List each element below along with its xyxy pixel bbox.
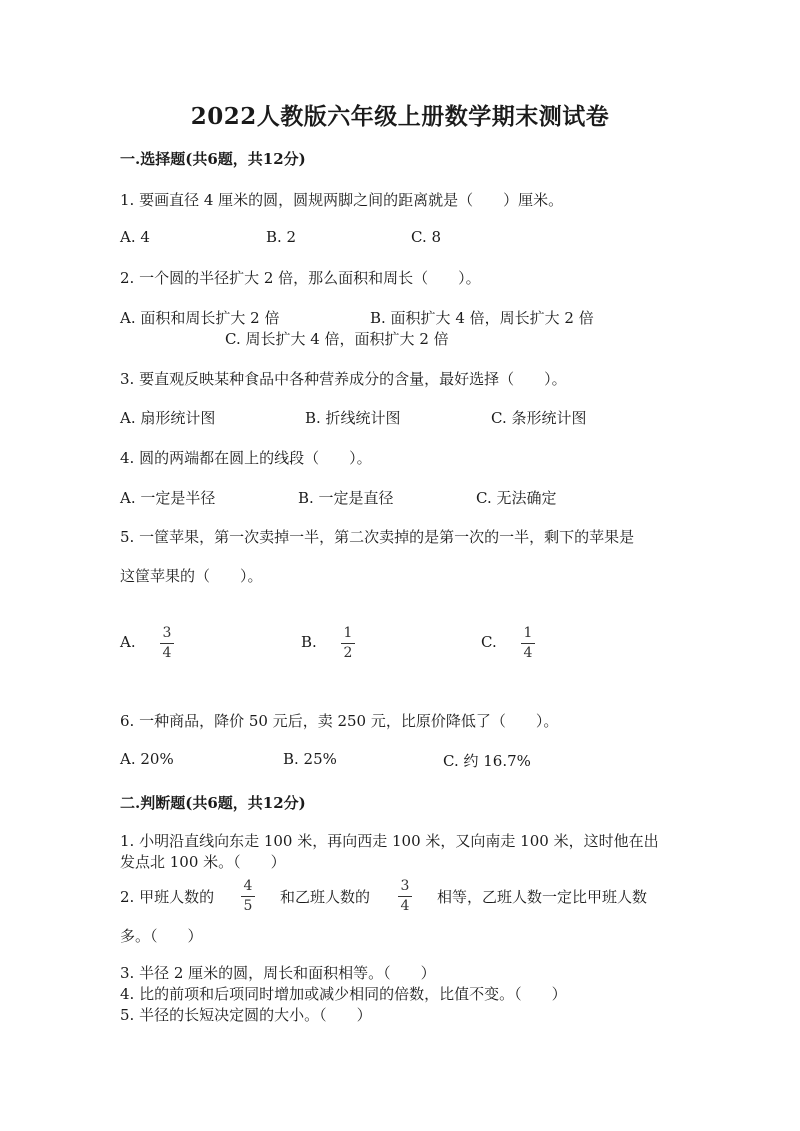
question-1-text: 1. 要画直径 4 厘米的圆，圆规两脚之间的距离就是（ ）厘米。 — [120, 191, 564, 209]
judgement-2-middle: 和乙班人数的 — [280, 888, 371, 906]
question-3-text: 3. 要直观反映某种食品中各种营养成分的含量，最好选择（ ）。 — [120, 370, 567, 388]
fraction-bar — [241, 896, 255, 897]
question-1-option-a: A. 4 — [120, 228, 150, 246]
question-3-option-c: C. 条形统计图 — [491, 409, 587, 427]
judgement-2-fraction-1 — [241, 878, 255, 915]
fraction-bar — [341, 643, 355, 644]
judgement-4-text: 4. 比的前项和后项同时增加或减少相同的倍数，比值不变。（ ） — [120, 985, 567, 1003]
fraction-numerator: 1 — [523, 625, 533, 641]
judgement-2-prefix: 2. 甲班人数的 — [120, 888, 215, 906]
question-2-option-c: C. 周长扩大 4 倍，面积扩大 2 倍 — [225, 330, 449, 348]
judgement-1-line1: 1. 小明沿直线向东走 100 米，再向西走 100 米，又向南走 100 米，这时他在出 — [120, 832, 659, 850]
question-3-option-a: A. 扇形统计图 — [120, 409, 216, 427]
judgement-2-suffix: 相等，乙班人数一定比甲班人数 — [437, 888, 648, 906]
question-5-text-line1: 5. 一筐苹果，第一次卖掉一半，第二次卖掉的是第一次的一半，剩下的苹果是 — [120, 528, 635, 546]
fraction-denominator: 5 — [243, 898, 253, 914]
question-4-option-c: C. 无法确定 — [476, 489, 557, 507]
question-5-option-a-fraction — [160, 625, 174, 662]
judgement-2-fraction-2 — [398, 878, 412, 915]
fraction-denominator: 4 — [162, 645, 172, 661]
judgement-2-line2: 多。（ ） — [120, 927, 203, 945]
question-1-option-b: B. 2 — [266, 228, 297, 246]
fraction-bar — [398, 896, 412, 897]
question-5-option-c-fraction — [521, 625, 535, 662]
fraction-numerator: 1 — [343, 625, 353, 641]
question-6-text: 6. 一种商品，降价 50 元后，卖 250 元，比原价降低了（ ）。 — [120, 712, 559, 730]
fraction-bar — [521, 643, 535, 644]
question-2-option-b: B. 面积扩大 4 倍，周长扩大 2 倍 — [370, 309, 594, 327]
fraction-denominator: 4 — [523, 645, 533, 661]
question-2-option-a: A. 面积和周长扩大 2 倍 — [120, 309, 280, 327]
fraction-denominator: 4 — [400, 898, 410, 914]
question-6-option-a: A. 20% — [120, 750, 174, 768]
page-title: 2022人教版六年级上册数学期末测试卷 — [190, 103, 610, 130]
question-6-option-b: B. 25% — [283, 750, 337, 768]
question-1-option-c: C. 8 — [411, 228, 442, 246]
question-5-option-c-label: C. — [481, 633, 497, 651]
fraction-numerator: 3 — [400, 878, 410, 894]
fraction-bar — [160, 643, 174, 644]
question-5-option-b-fraction — [341, 625, 355, 662]
question-2-text: 2. 一个圆的半径扩大 2 倍，那么面积和周长（ ）。 — [120, 269, 481, 287]
question-5-option-b-label: B. — [301, 633, 317, 651]
question-6-option-c: C. 约 16.7% — [443, 752, 531, 770]
question-4-text: 4. 圆的两端都在圆上的线段（ ）。 — [120, 449, 372, 467]
fraction-denominator: 2 — [343, 645, 353, 661]
section-heading-judgement: 二.判断题(共6题，共12分) — [120, 794, 306, 812]
question-5-text-line2: 这筐苹果的（ ）。 — [120, 567, 263, 585]
question-3-option-b: B. 折线统计图 — [305, 409, 401, 427]
question-4-option-b: B. 一定是直径 — [298, 489, 394, 507]
judgement-1-line2: 发点北 100 米。（ ） — [120, 853, 286, 871]
fraction-numerator: 4 — [243, 878, 253, 894]
judgement-5-text: 5. 半径的长短决定圆的大小。（ ） — [120, 1006, 372, 1024]
section-heading-choice: 一.选择题(共6题，共12分) — [120, 150, 306, 168]
question-4-option-a: A. 一定是半径 — [120, 489, 216, 507]
question-5-option-a-label: A. — [120, 633, 136, 651]
judgement-3-text: 3. 半径 2 厘米的圆，周长和面积相等。（ ） — [120, 964, 436, 982]
fraction-numerator: 3 — [162, 625, 172, 641]
